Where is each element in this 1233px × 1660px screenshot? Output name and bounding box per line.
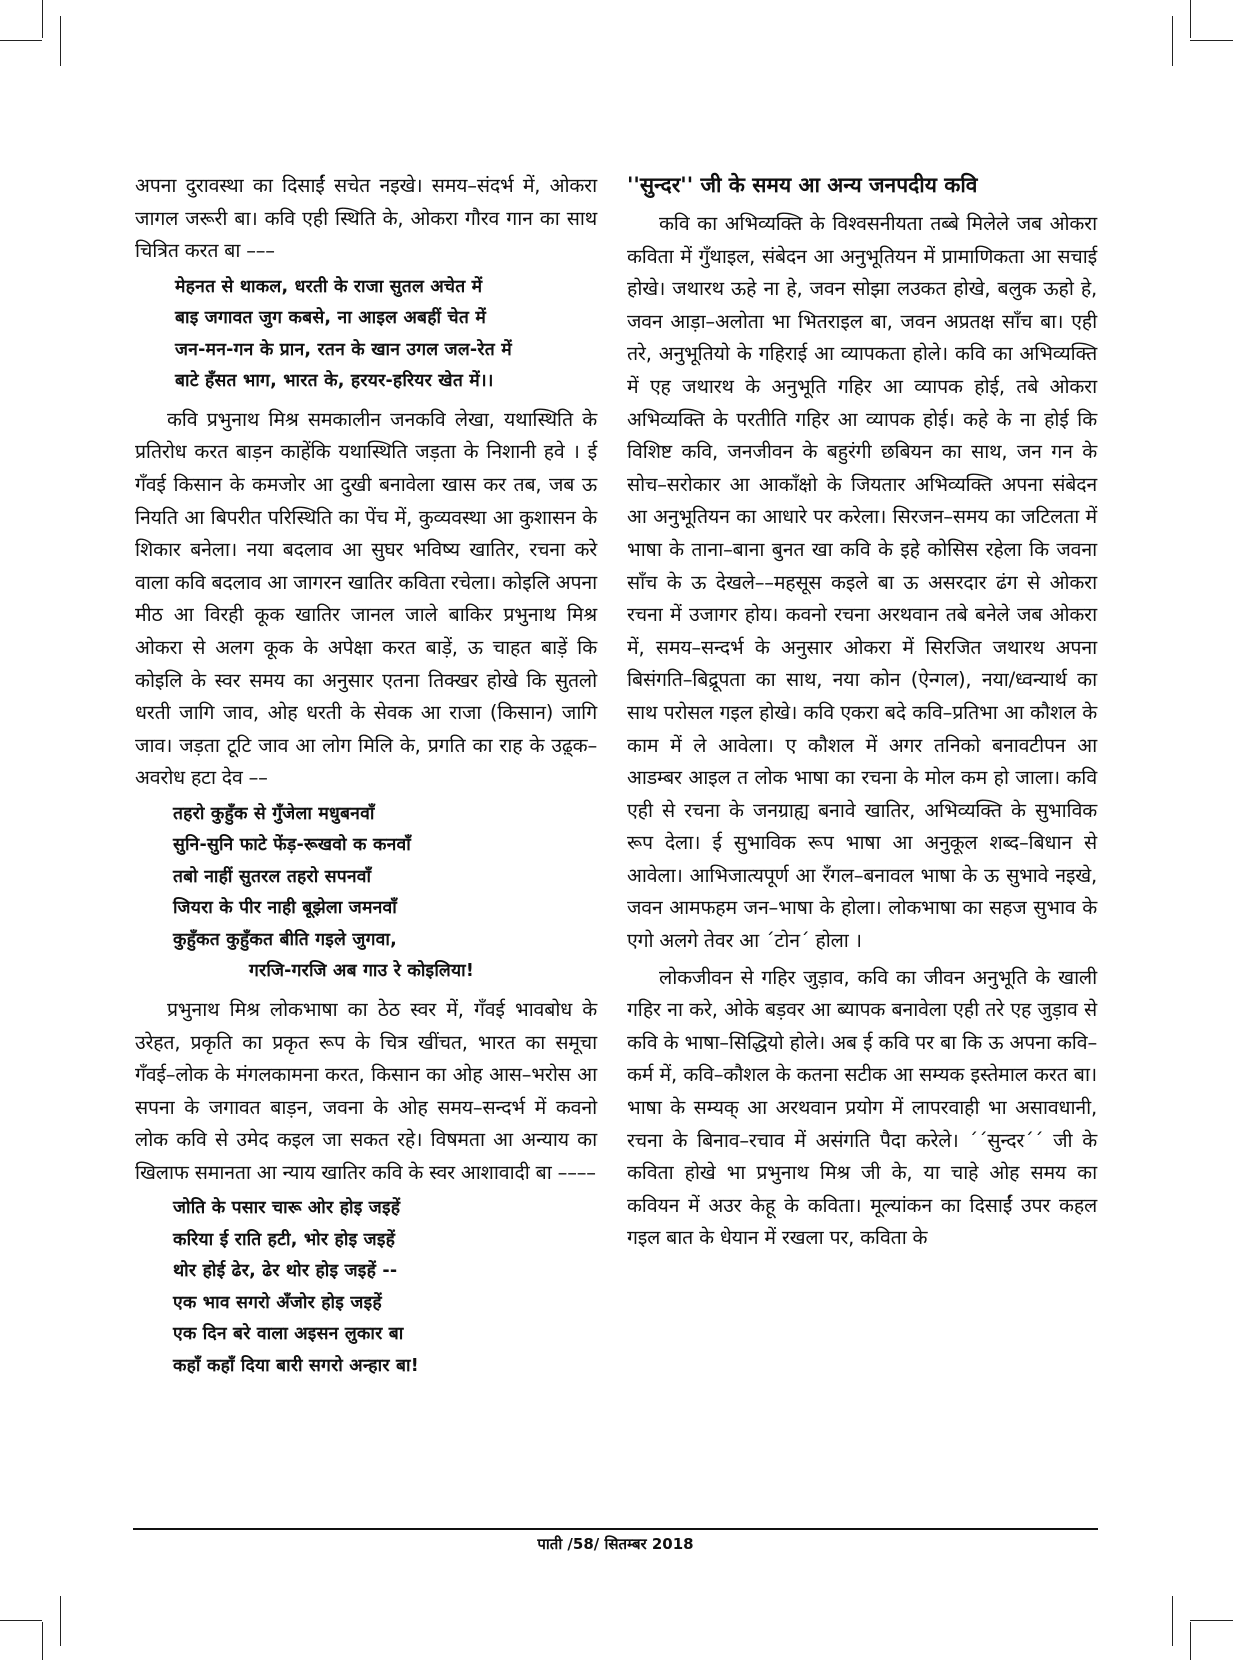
crop-mark [1190,1620,1233,1621]
paragraph: कवि प्रभुनाथ मिश्र समकालीन जनकवि लेखा, यथास्थिति के प्रतिरोध करत बाड़न काहेंकि यथास्थिति जड़ता के निशानी हवे । ई गँवई किसान के कमजोर आ दुखी बनावेला खास कर तब, जब ऊ नियति आ बिपरीत परिस्थिति का पेंच में, कुव्यवस्था आ कुशासन के शिकार बनेला। नया बदलाव आ सुघर भविष्य खातिर, रचना करे वाला कवि बदलाव आ जागरन खातिर कविता रचेला। कोइलि अपना मीठ आ विरही कूक खातिर जानल जाले बाकिर प्रभुनाथ मिश्र ओकरा से अलग कूक के अपेक्षा करत बाड़ें, ऊ चाहत बाड़ें कि कोइलि के स्वर समय का अनुसार एतना तिक्खर होखे कि सुतलो धरती जागि जाव, ओह धरती के सेवक आ राजा (किसान) जागि जाव। जड़ता टूटि जाव आ लोग मिलि के, प्रगति का राह के उढ़्‌क–अवरोध हटा देव –– [135,407,597,790]
crop-mark [42,1622,43,1660]
crop-mark [60,1596,61,1646]
verse-line: जोति के पसार चारू ओर होइ जइहें [173,1198,401,1219]
crop-mark [1190,1622,1191,1660]
crop-mark [0,40,42,41]
verse-line: करिया ई राति हटी, भोर होइ जइहें [173,1229,396,1250]
verse-line: बाटे हँसत भाग, भारत के, हरयर-हरियर खेत में।। [175,371,494,392]
crop-mark [1172,16,1173,66]
verse-line: एक दिन बरे वाला अइसन लुकार बा [173,1324,404,1345]
verse-line: जियरा के पीर नाही बूझेला जमनवाँ [173,898,398,919]
paragraph: लोकजीवन से गहिर जुड़ाव, कवि का जीवन अनुभूति के खाली गहिर ना करे, ओके बड़वर आ ब्यापक बनावेला एही तरे एह जुड़ाव से कवि के भाषा–सिद्धियो होले। अब ई कवि पर बा कि ऊ अपना कवि–कर्म में, कवि–कौशल के कतना सटीक आ सम्यक इस्तेमाल करत बा। भाषा के सम्यक् आ अरथवान प्रयोग में लापरवाही भा असावधानी, रचना के बिनाव–रचाव में असंगति पैदा करेले। ´´सुन्दर´´ जी के कविता होखे भा प्रभुनाथ मिश्र जी के, या चाहे ओह समय का कवियन में अउर केहू के कविता। मूल्यांकन का दिसाईं उपर कहल गइल बात के धेयान में रखला पर, कविता के [627,965,1097,1250]
verse-line: सुनि-सुनि फाटे फेंड़-रूखवो क कनवाँ [173,835,411,856]
crop-mark [1172,1596,1173,1646]
paragraph: कवि का अभिव्यक्ति के विश्वसनीयता तब्बे मिलेले जब ओकरा कविता में गुँथाइल, संबेदन आ अनुभूतियन में प्रामाणिकता आ सचाई होखे। जथारथ ऊहे ना हे, जवन सोझा लउकत होखे, बलुक ऊहो हे, जवन आड़ा–अलोता भा भितराइल बा, जवन अप्रतक्ष साँच बा। एही तरे, अनुभूतियो के गहिराई आ व्यापकता होले। कवि का अभिव्यक्ति में एह जथारथ के अनुभूति गहिर आ व्यापक होई, तबे ओकरा अभिव्यक्ति के परतीति गहिर आ व्यापक होई। कहे के ना होई कि विशिष्ट कवि, जनजीवन के बहुरंगी छबियन का साथ, जन गन के सोच–सरोकार आ आकाँक्षो के जियतार अभिव्यक्ति अपना संबेदन आ अनुभूतियन का आधारे पर करेला। सिरजन–समय का जटिलता में भाषा के ताना–बाना बुनत खा कवि के इहे कोसिस रहेला कि जवना साँच के ऊ देखले––महसूस कइले बा ऊ असरदार ढंग से ओकरा रचना में उजागर होय। कवनो रचना अरथवान तबे बनेले जब ओकरा में, समय–सन्दर्भ के अनुसार ओकरा में सिरजित जथारथ अपना बिसंगति–बिद्रूपता का साथ, नया कोन (ऐन्गल), नया/ध्वन्यार्थ का साथ परोसल गइल होखे। कवि एकरा बदे कवि–प्रतिभा आ कौशल के काम में ले आवेला। ए कौशल में अगर तनिको बनावटीपन आ आडम्बर आइल त लोक भाषा का रचना के मोल कम हो जाला। कवि एही से रचना के जनग्राह्य बनावे खातिर, अभिव्यक्ति के सुभाविक रूप देला। ई सुभाविक रूप भाषा आ अनुकूल शब्द–बिधान से आवेला। आभिजात्यपूर्ण आ रँगल–बनावल भाषा के ऊ सुभावे नइखे, जवन आमफहम जन–भाषा के होला। लोकभाषा का सहज सुभाव के एगो अलगे तेवर आ ´टोन´ होला । [627,212,1097,953]
crop-mark [60,16,61,66]
page-footer: पाती /58/ सितम्बर 2018 [537,1535,694,1553]
crop-mark [1190,40,1233,41]
paragraph: अपना दुरावस्था का दिसाईं सचेत नइखे। समय–संदर्भ में, ओकरा जागल जरूरी बा। कवि एही स्थिति के, ओकरा गौरव गान का साथ चित्रित करत बा ––– [135,174,597,263]
verse-line: गरजि-गरजि अब गाउ रे कोइलिया! [249,961,475,982]
footer-rule [133,1528,1098,1530]
verse-line: जन-मन-गन के प्रान, रतन के खान उगल जल-रेत में [175,339,512,360]
verse-line: तबो नाहीं सुतरल तहरो सपनवाँ [173,866,372,887]
verse-line: कुहुँकत कुहुँकत बीति गइले जुगवा, [173,929,397,950]
right-column [627,168,1097,1259]
verse-block [135,1193,597,1382]
verse-line: थोर होई ढेर, ढेर थोर होइ जइहें -- [173,1261,398,1282]
crop-mark [0,1620,42,1621]
verse-block [135,272,597,398]
verse-line: कहाँ कहाँ दिया बारी सगरो अन्हार बा! [173,1355,419,1376]
paragraph: प्रभुनाथ मिश्र लोकभाषा का ठेठ स्वर में, गँवई भावबोध के उरेहत, प्रकृति का प्रकृत रूप के चित्र खींचत, भारत का समूचा गँवई–लोक के मंगलकामना करत, किसान का ओह आस–भरोस आ सपना के जगावत बाड़न, जवना के ओह समय–सन्दर्भ में कवनो लोक कवि से उमेद कइल जा सकत रहे। विषमता आ अन्याय का खिलाफ समानता आ न्याय खातिर कवि के स्वर आशावादी बा –––– [135,997,597,1184]
verse-line: बाइ जगावत जुग कबसे, ना आइल अबहीं चेत में [175,308,487,329]
verse-line: एक भाव सगरो अँजोर होइ जइहें [173,1292,382,1313]
crop-mark [42,0,43,38]
verse-line: मेहनत से थाकल, धरती के राजा सुतल अचेत में [175,276,483,297]
crop-mark [1190,0,1191,38]
verse-block [135,799,597,988]
left-column [135,170,597,1388]
section-heading: ''सुन्दर'' जी के समय आ अन्य जनपदीय कवि [627,173,978,197]
verse-line: तहरो कुहुँक से गुँजेला मधुबनवाँ [173,803,375,824]
